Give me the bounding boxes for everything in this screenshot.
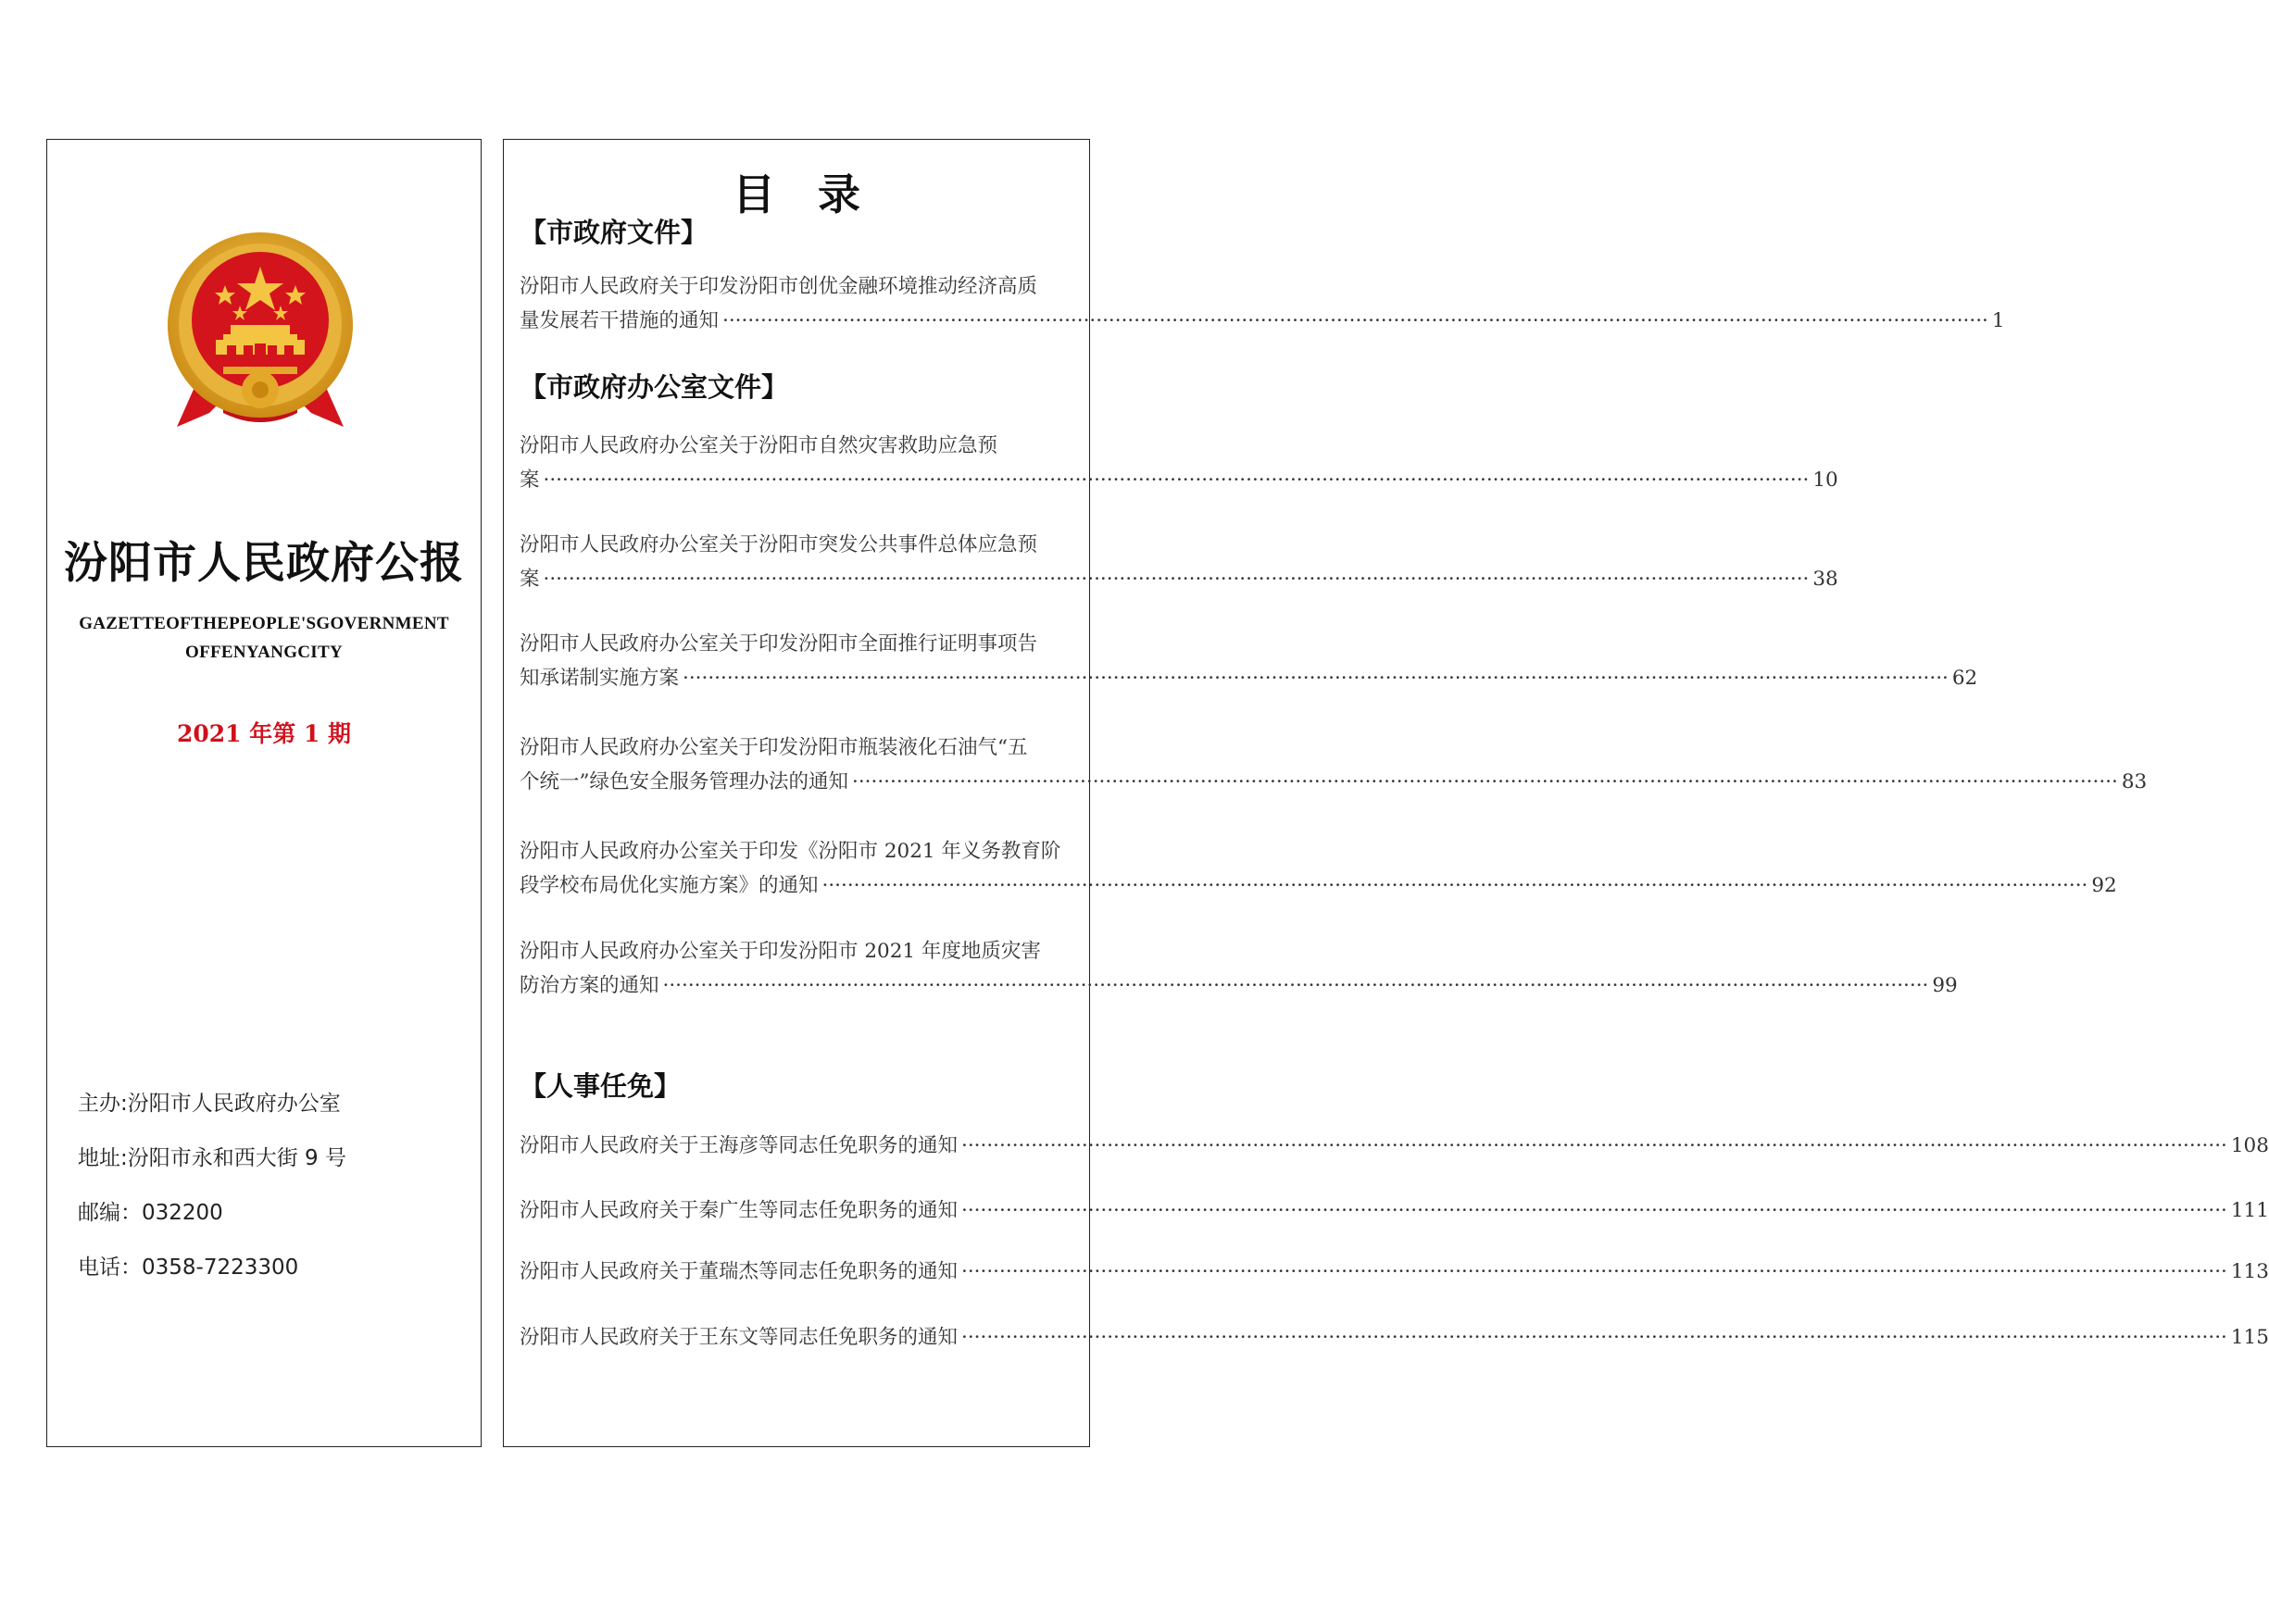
page-number: 1 [1991, 309, 2005, 332]
toc-entry-line1: 汾阳市人民政府办公室关于印发汾阳市瓶装液化石油气“五 [520, 736, 1028, 759]
toc-entry-line2: 段学校布局优化实施方案》的通知 [520, 874, 819, 897]
toc-panel [503, 139, 2269, 1447]
toc-entry-line1: 汾阳市人民政府办公室关于汾阳市自然灾害救助应急预 [520, 434, 998, 457]
toc-entry-line1: 汾阳市人民政府关于印发汾阳市创优金融环境推动经济高质 [520, 275, 1038, 298]
leader-dots: ········································································································································································································ [961, 1199, 2227, 1222]
page-number: 108 [2230, 1134, 2269, 1157]
toc-entry-title: 汾阳市人民政府关于王海彦等同志任免职务的通知 [520, 1134, 959, 1157]
page-number: 111 [2230, 1199, 2269, 1222]
leader-dots: ········································································································································································································ [961, 1326, 2227, 1349]
toc-entry-line1: 汾阳市人民政府办公室关于汾阳市突发公共事件总体应急预 [520, 533, 1038, 556]
toc-entry[interactable] [520, 1129, 2269, 1163]
publisher-info-phone: 电话：0358-7223300 [78, 1255, 299, 1280]
leader-dots: ········································································································································································································ [961, 1134, 2227, 1157]
page-number: 113 [2230, 1260, 2269, 1283]
section-title-gov-office-docs: 【市政府办公室文件】 [520, 371, 789, 403]
page-number: 115 [2230, 1326, 2269, 1349]
toc-entry-line2: 防治方案的通知 [520, 974, 659, 997]
english-title-line1: GAZETTEOFTHEPEOPLE'SGOVERNMENT [79, 614, 449, 633]
toc-entry-title: 汾阳市人民政府关于秦广生等同志任免职务的通知 [520, 1199, 959, 1222]
toc-entry-line1: 汾阳市人民政府办公室关于印发汾阳市 2021 年度地质灾害 [520, 940, 1041, 963]
toc-entry-line1: 汾阳市人民政府办公室关于印发《汾阳市 2021 年义务教育阶 [520, 840, 1061, 863]
leader-dots: ········································································································································································································ [662, 974, 1929, 997]
toc-entry[interactable] [520, 1255, 2269, 1289]
publisher-info-sponsor: 主办:汾阳市人民政府办公室 [78, 1092, 341, 1116]
toc-entry-line1: 汾阳市人民政府办公室关于印发汾阳市全面推行证明事项告 [520, 632, 1038, 656]
section-title-personnel: 【人事任免】 [520, 1070, 682, 1102]
english-title-line2: OFFENYANGCITY [185, 643, 343, 662]
toc-entry-line2: 个统一”绿色安全服务管理办法的通知 [520, 770, 848, 793]
cover-panel [46, 139, 482, 1447]
page-number: 62 [1951, 667, 1978, 690]
toc-entry[interactable] [520, 1320, 2269, 1355]
leader-dots: ········································································································································································································ [543, 568, 1810, 591]
gazette-title: 汾阳市人民政府公报 [64, 538, 464, 589]
toc-entry-line2: 案 [520, 568, 540, 591]
toc-entry[interactable] [520, 934, 1958, 1003]
page-number: 83 [2121, 770, 2148, 793]
toc-entry[interactable] [520, 627, 1978, 695]
leader-dots: ········································································································································································································ [543, 468, 1810, 492]
leader-dots: ········································································································································································································ [722, 309, 1988, 332]
toc-entry[interactable] [520, 429, 1838, 497]
publisher-info-postcode: 邮编：032200 [78, 1201, 223, 1225]
national-emblem-icon [158, 228, 362, 441]
toc-entry[interactable] [520, 269, 2005, 338]
leader-dots: ········································································································································································································ [852, 770, 2118, 793]
toc-entry[interactable] [520, 528, 1838, 596]
toc-entry-line2: 案 [520, 468, 540, 492]
section-title-city-gov-docs: 【市政府文件】 [520, 217, 708, 248]
issue-number: 2021 年第 1 期 [176, 720, 352, 747]
page-number: 38 [1812, 568, 1838, 591]
page-number: 99 [1932, 974, 1958, 997]
page-number: 92 [2091, 874, 2117, 897]
page-number: 10 [1812, 468, 1838, 492]
toc-entry[interactable] [520, 731, 2148, 799]
leader-dots: ········································································································································································································ [961, 1260, 2227, 1283]
leader-dots: ········································································································································································································ [683, 667, 1949, 690]
toc-entry-title: 汾阳市人民政府关于王东文等同志任免职务的通知 [520, 1326, 959, 1349]
toc-entry[interactable] [520, 1193, 2269, 1228]
toc-entry[interactable] [520, 834, 2117, 903]
publisher-info-address: 地址:汾阳市永和西大街 9 号 [78, 1146, 347, 1170]
toc-entry-line2: 知承诺制实施方案 [520, 667, 680, 690]
toc-entry-title: 汾阳市人民政府关于董瑞杰等同志任免职务的通知 [520, 1260, 959, 1283]
leader-dots: ········································································································································································································ [821, 874, 2088, 897]
toc-entry-line2: 量发展若干措施的通知 [520, 309, 720, 332]
toc-heading: 目 录 [733, 169, 860, 219]
